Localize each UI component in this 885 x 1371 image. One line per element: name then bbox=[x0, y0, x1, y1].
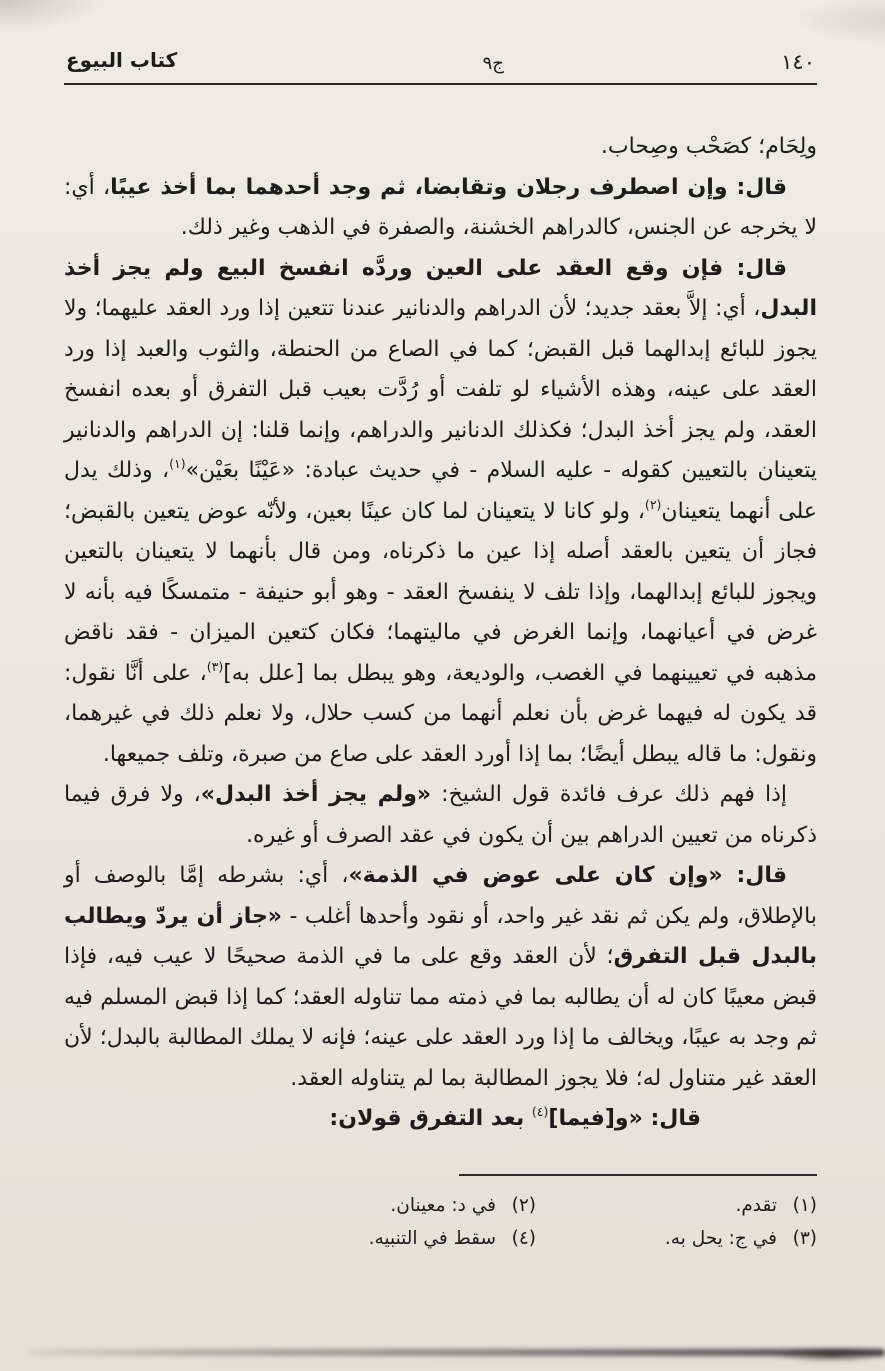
text-run: ، أي: لا يخرجه عن الجنس، كالدراهم الخشنة، والصفرة في الذهب وغير ذلك. bbox=[64, 174, 817, 240]
footnote-item bbox=[536, 1222, 817, 1255]
header-page-number: ١٤٠ bbox=[781, 50, 815, 74]
footnote-text: سقط في التنبيه. bbox=[368, 1227, 496, 1249]
footnote-column bbox=[536, 1189, 817, 1255]
scan-shadow-corner bbox=[771, 1347, 885, 1363]
text-run: إذا فهم ذلك عرف فائدة قول الشيخ: bbox=[431, 782, 787, 807]
paragraph bbox=[64, 127, 817, 168]
footnote-number: (١) bbox=[792, 1194, 817, 1216]
header-volume: ج٩ bbox=[482, 53, 504, 74]
running-header bbox=[64, 0, 817, 85]
body-text bbox=[64, 127, 817, 1140]
paragraph bbox=[64, 856, 817, 1099]
footnote-text: في ج: يحل به. bbox=[664, 1227, 777, 1249]
text-run: ، أي: إلاَّ بعقد جديد؛ لأن الدراهم والدنانير عندنا تتعين إذا ورد العقد عليهما؛ ولا يجوز للبائع إبدالهما قبل القبض؛ كما في الصاع من الحنطة، والثوب والعبد إذا ورد العقد على عينه، وهذه الأشياء لو تلفت أو رُدَّت بعيب قبل التفرق أو بعده انفسخ العقد، ولم يجز أخذ البدل؛ فكذلك الدنانير والدراهم، وإنما قلنا: إن الدراهم والدنانير يتعينان بالتعيين كقوله - عليه السلام - في حديث عبادة: «عَيْنًا بعَيْن» bbox=[64, 296, 817, 483]
footnote-item bbox=[536, 1189, 817, 1222]
paragraph bbox=[64, 1099, 817, 1140]
footnote-separator bbox=[459, 1174, 817, 1176]
text-run: ، ولا فرق فيما ذكرناه من تعيين الدراهم بين أن يكون في عقد الصرف أو غيره. bbox=[64, 782, 817, 848]
paragraph bbox=[64, 249, 817, 776]
footnote-number: (٤) bbox=[511, 1227, 536, 1249]
text-run: ، ولو كانا لا يتعينان لما كان عينًا بعين، ولأنّه عوض يتعين بالقبض؛ فجاز أن يتعين بالعقد أصله إذا عين ما ذكرناه، ومن قال بأنهما لا يتعينان بالتعين ويجوز للبائع إبدالهما، وإذا تلف لا ينفسخ العقد - وهو أبو حنيفة - متمسكًا فيه بأنه لا غرض في أعيانهما، وإنما الغرض في ماليتهما؛ فكان كتعين الميزان - فقد ناقض مذهبه في تعيينهما في الغصب، والوديعة، وهو يبطل بما [علل به] bbox=[64, 498, 817, 686]
footnote-text: في د: معينان. bbox=[390, 1194, 496, 1216]
footnote-column bbox=[255, 1189, 536, 1255]
text-run: قال: «و[فيما] bbox=[548, 1106, 701, 1131]
text-run: «جاز أن يردّ ويطالب بالبدل قبل التفرق bbox=[64, 903, 818, 969]
text-run: «وإن كان على عوض في الذمة» bbox=[348, 863, 723, 888]
footnote-item bbox=[255, 1189, 536, 1222]
footnotes-block bbox=[64, 1174, 817, 1255]
footnote-item bbox=[255, 1222, 536, 1255]
footnotes bbox=[255, 1189, 817, 1255]
footnote-text: تقدم. bbox=[735, 1194, 777, 1216]
footnote-marker: (٤) bbox=[531, 1104, 549, 1119]
footnote-marker: (٢) bbox=[644, 496, 662, 512]
text-run: ولِحَام؛ كصَحْب وصِحاب. bbox=[600, 134, 817, 159]
text-run: ، على أنَّا نقول: قد يكون له فيهما غرض بأن نعلم أنهما من كسب حلال، ولا نعلم ذلك في غيرهما، ونقول: ما قاله يبطل أيضًا؛ بما إذا أورد العقد على صاع من صبرة، وتلف جميعها. bbox=[64, 660, 817, 767]
text-run: ، وذلك يدل على أنهما يتعينان bbox=[64, 458, 817, 524]
text-run: قال: فإن وقع العقد على العين وردَّه انفسخ البيع ولم يجز أخذ البدل bbox=[64, 255, 817, 321]
text-run: ، أي: بشرطه إمَّا بالوصف أو بالإطلاق، ولم يكن ثم نقد غير واحد، أو نقود وأحدها أغلب - bbox=[64, 863, 818, 929]
text-run: قال: bbox=[722, 863, 787, 888]
footnote-number: (٣) bbox=[792, 1227, 817, 1249]
footnote-marker: (٣) bbox=[206, 658, 224, 674]
text-run: ؛ لأن العقد وقع على ما في الذمة صحيحًا لا عيب فيه، فإذا قبض معيبًا كان له أن يطالبه بما في ذمته مما تناوله العقد؛ كما إذا قبض المسلم فيه ثم وجد به عيبًا، ويخالف ما إذا ورد العقد على عينه؛ فإنه لا يملك المطالبة بالبدل؛ لأن العقد غير متناول له؛ فلا يجوز المطالبة بما لم يتناوله العقد. bbox=[64, 944, 817, 1091]
text-run: بعد التفرق قولان: bbox=[329, 1106, 532, 1131]
paragraph bbox=[64, 168, 817, 249]
text-run: قال: وإن اصطرف رجلان وتقابضا، ثم وجد أحدهما بما أخذ عيبًا bbox=[110, 174, 787, 200]
scan-shadow-bottom bbox=[28, 1349, 885, 1356]
header-book-title: كتاب البيوع bbox=[66, 48, 178, 72]
footnote-marker: (١) bbox=[169, 456, 186, 471]
paragraph bbox=[64, 775, 817, 856]
text-run: «ولم يجز أخذ البدل» bbox=[200, 782, 432, 807]
footnote-number: (٢) bbox=[511, 1194, 536, 1216]
